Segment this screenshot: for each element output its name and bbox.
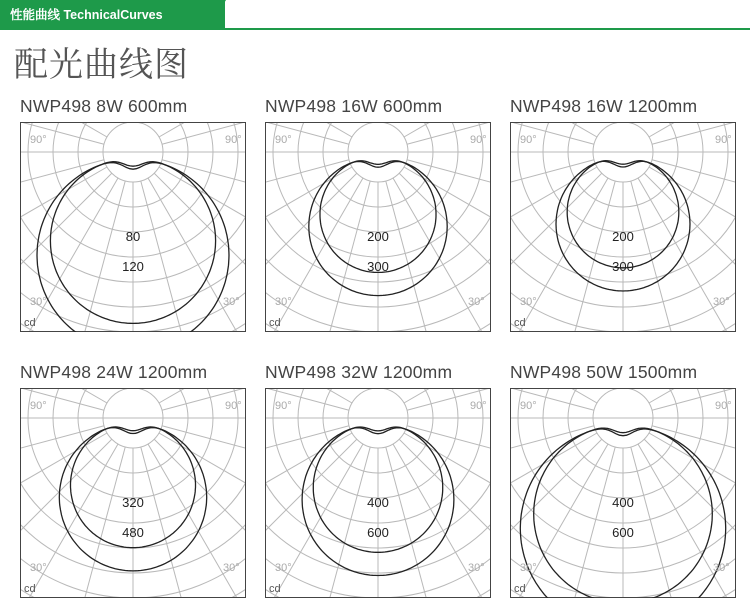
- ring-value-label: 400: [367, 495, 389, 510]
- polar-plot: [265, 388, 491, 598]
- polar-plot: [510, 122, 736, 332]
- angle-label: 30°: [520, 562, 537, 574]
- header-title: 性能曲线 TechnicalCurves: [10, 8, 163, 22]
- ring-value-label: 600: [612, 525, 634, 540]
- polar-plot: [20, 122, 246, 332]
- ring-value-label: 300: [367, 259, 389, 274]
- grid-group: [265, 388, 491, 598]
- unit-label: cd: [514, 583, 526, 595]
- angle-label: 90°: [275, 134, 292, 146]
- grid-spoke: [510, 439, 602, 598]
- angle-label: 30°: [275, 562, 292, 574]
- angle-label: 90°: [225, 400, 242, 412]
- angle-label: 90°: [30, 400, 47, 412]
- ring-value-label: 80: [125, 229, 141, 244]
- ring-value-label: 320: [122, 495, 144, 510]
- grid-spoke: [20, 444, 118, 598]
- grid-spoke: [20, 178, 118, 332]
- grid-spoke: [638, 444, 736, 598]
- angle-label: 30°: [223, 296, 240, 308]
- grid-spoke: [20, 173, 112, 332]
- angle-label: 90°: [715, 400, 732, 412]
- angle-label: 90°: [715, 134, 732, 146]
- angle-label: 90°: [470, 134, 487, 146]
- grid-spoke: [148, 444, 246, 598]
- ring-value-label: 200: [612, 229, 634, 244]
- angle-label: 30°: [468, 562, 485, 574]
- grid-spoke: [644, 439, 736, 598]
- unit-label: cd: [24, 583, 36, 595]
- grid-group: [510, 388, 736, 598]
- angle-label: 90°: [275, 400, 292, 412]
- unit-label: cd: [514, 317, 526, 329]
- page-title: 配光曲线图: [14, 45, 189, 85]
- grid-spoke: [20, 439, 112, 598]
- header-band: [0, 0, 750, 30]
- unit-label: cd: [24, 317, 36, 329]
- grid-spoke: [510, 178, 608, 332]
- unit-label: cd: [269, 317, 281, 329]
- grid-spoke: [638, 178, 736, 332]
- chart-title: NWP498 32W 1200mm: [265, 362, 453, 382]
- grid-spoke: [265, 444, 363, 598]
- angle-label: 90°: [470, 400, 487, 412]
- chart-title: NWP498 50W 1500mm: [510, 362, 698, 382]
- grid-spoke: [644, 173, 736, 332]
- angle-label: 30°: [713, 296, 730, 308]
- ring-value-label: 200: [367, 229, 389, 244]
- chart-title: NWP498 8W 600mm: [20, 96, 188, 116]
- header-tab-corner: [208, 0, 226, 30]
- polar-plot: [265, 122, 491, 332]
- grid-spoke: [148, 178, 246, 332]
- angle-label: 90°: [30, 134, 47, 146]
- grid-spoke: [154, 173, 246, 332]
- ring-value-label: 400: [612, 495, 634, 510]
- angle-label: 90°: [225, 134, 242, 146]
- grid-spoke: [510, 444, 608, 598]
- grid-group: [510, 122, 736, 332]
- chart-title: NWP498 16W 600mm: [265, 96, 443, 116]
- angle-label: 30°: [713, 562, 730, 574]
- grid-spoke: [265, 173, 357, 332]
- grid-spoke: [393, 444, 491, 598]
- polar-plot: [510, 388, 736, 598]
- ring-value-label: 300: [612, 259, 634, 274]
- angle-label: 30°: [275, 296, 292, 308]
- polar-plot: [20, 388, 246, 598]
- grid-spoke: [399, 173, 491, 332]
- grid-group: [265, 122, 491, 332]
- grid-group: [20, 388, 246, 598]
- grid-spoke: [510, 173, 602, 332]
- ring-value-label: 480: [122, 525, 144, 540]
- header-rule: [225, 28, 750, 30]
- angle-label: 30°: [30, 296, 47, 308]
- angle-label: 90°: [520, 400, 537, 412]
- unit-label: cd: [269, 583, 281, 595]
- ring-value-label: 120: [122, 259, 144, 274]
- grid-spoke: [154, 439, 246, 598]
- chart-title: NWP498 16W 1200mm: [510, 96, 698, 116]
- angle-label: 30°: [468, 296, 485, 308]
- angle-label: 30°: [30, 562, 47, 574]
- angle-label: 90°: [520, 134, 537, 146]
- grid-group: [20, 122, 246, 332]
- ring-value-label: 600: [367, 525, 389, 540]
- angle-label: 30°: [223, 562, 240, 574]
- chart-title: NWP498 24W 1200mm: [20, 362, 208, 382]
- angle-label: 30°: [520, 296, 537, 308]
